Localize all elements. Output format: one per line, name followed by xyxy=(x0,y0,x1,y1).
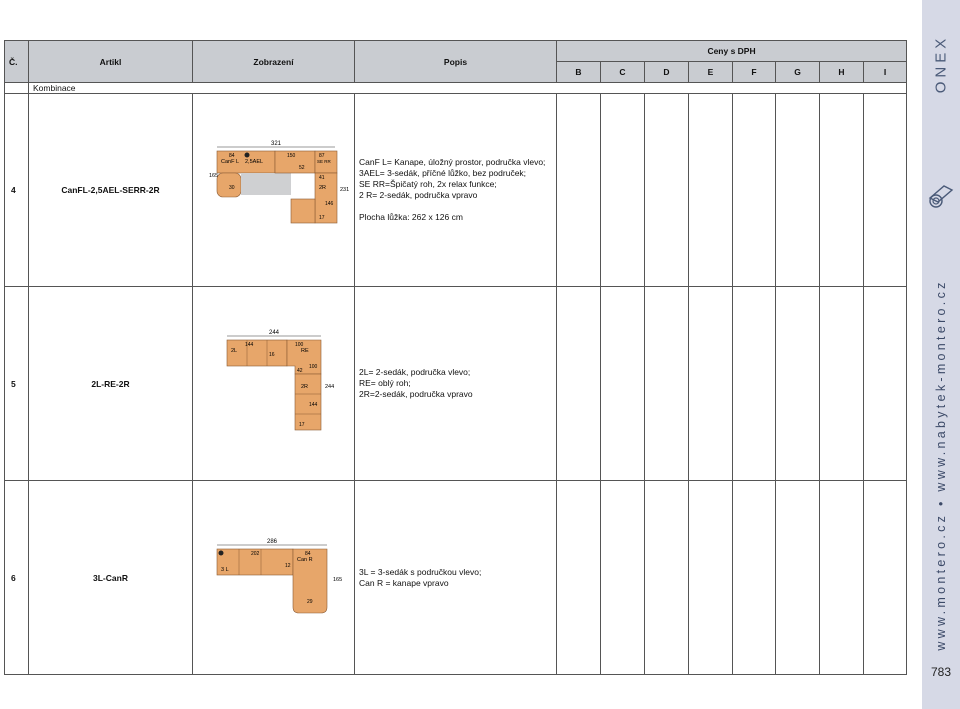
desc-line: 3L = 3-sedák s područkou vlevo; xyxy=(359,566,482,577)
desc-line: 2 R= 2-sedák, područka vpravo xyxy=(359,190,478,200)
module-label: 2R xyxy=(318,185,326,191)
price-cell xyxy=(601,287,645,481)
sofa-diagram-3l-canr xyxy=(199,537,349,617)
module-label: 3 L xyxy=(220,566,229,573)
price-cell xyxy=(557,481,601,675)
price-cell xyxy=(689,94,733,287)
module-label: 2,5AEL xyxy=(244,159,263,165)
price-cell xyxy=(733,94,776,287)
table-row xyxy=(5,287,907,481)
kombinace-label: Kombinace xyxy=(29,83,907,94)
dim-label: 84 xyxy=(304,550,311,557)
dim-label: 202 xyxy=(250,550,259,557)
header-popis: Popis xyxy=(355,41,557,83)
row-number: 5 xyxy=(5,287,29,481)
dim-label: 244 xyxy=(268,329,279,336)
desc-line: CanF L= Kanape, úložný prostor, područka vlevo; xyxy=(359,157,546,167)
row-drawing xyxy=(193,287,355,481)
header-artikl: Artikl xyxy=(29,41,193,83)
dim-label: 29 xyxy=(306,598,313,605)
module-label: 2L xyxy=(230,347,237,354)
table-row xyxy=(5,94,907,287)
row-artikl: 2L-RE-2R xyxy=(29,287,193,481)
module-label: RE xyxy=(300,347,309,354)
price-cell xyxy=(820,481,864,675)
dim-label: 84 xyxy=(228,153,235,159)
header-price-col: B xyxy=(557,62,601,83)
dim-label: 231 xyxy=(339,187,349,193)
table-row xyxy=(5,481,907,675)
row-drawing xyxy=(193,481,355,675)
module-label: CanF L xyxy=(220,159,239,165)
price-cell xyxy=(820,287,864,481)
row-number: 4 xyxy=(5,94,29,287)
brand-name: ONEX xyxy=(932,34,950,94)
price-cell xyxy=(557,287,601,481)
price-cell xyxy=(689,481,733,675)
dim-label: 12 xyxy=(284,562,291,569)
desc-bed-area: Plocha lůžka: 262 x 126 cm xyxy=(359,212,463,222)
price-cell xyxy=(820,94,864,287)
desc-line: 2R=2-sedák, područka vpravo xyxy=(359,389,473,399)
page-number: 783 xyxy=(930,665,952,679)
price-cell xyxy=(645,481,689,675)
header-ceny: Ceny s DPH xyxy=(557,41,907,62)
header-price-col: C xyxy=(601,62,645,83)
row-description xyxy=(355,481,557,675)
header-price-col: H xyxy=(820,62,864,83)
dim-label: 144 xyxy=(308,401,317,408)
header-price-col: E xyxy=(689,62,733,83)
price-cell xyxy=(776,94,820,287)
price-cell xyxy=(776,481,820,675)
price-cell xyxy=(733,481,776,675)
price-cell xyxy=(557,94,601,287)
sofa-diagram-2l-re-2r xyxy=(209,328,339,438)
dim-label: 17 xyxy=(318,215,325,221)
header-zobrazeni: Zobrazení xyxy=(193,41,355,83)
kombinace-spacer xyxy=(5,83,29,94)
row-artikl: 3L-CanR xyxy=(29,481,193,675)
dim-label: 16 xyxy=(268,351,275,358)
header-price-col: F xyxy=(733,62,776,83)
price-cell xyxy=(645,287,689,481)
dim-label: 100 xyxy=(294,341,303,348)
dim-label: 17 xyxy=(298,421,305,428)
dim-label: 165 xyxy=(332,576,342,583)
price-cell xyxy=(601,481,645,675)
dim-label: 144 xyxy=(244,341,253,348)
header-price-col: I xyxy=(864,62,907,83)
module-label: Can R xyxy=(296,556,313,563)
desc-line: RE= oblý roh; xyxy=(359,378,411,388)
price-cell xyxy=(776,287,820,481)
row-artikl: CanFL-2,5AEL-SERR-2R xyxy=(29,94,193,287)
price-cell xyxy=(733,287,776,481)
header-cislo: Č. xyxy=(5,41,29,83)
module-label: SE RR xyxy=(316,159,331,164)
dim-label: 30 xyxy=(228,185,235,191)
price-cell xyxy=(864,481,907,675)
dim-label: 286 xyxy=(266,538,277,545)
dim-label: 52 xyxy=(298,165,305,171)
price-cell xyxy=(645,94,689,287)
dim-label: 146 xyxy=(324,201,333,207)
dim-label: 100 xyxy=(308,363,317,370)
website-urls: www.montero.cz • www.nabytek-montero.cz xyxy=(934,279,948,651)
price-table xyxy=(4,40,907,675)
price-cell xyxy=(601,94,645,287)
desc-line: 2L= 2-sedák, područka vlevo; xyxy=(359,367,471,377)
row-number: 6 xyxy=(5,481,29,675)
header-price-col: G xyxy=(776,62,820,83)
row-description xyxy=(355,94,557,287)
price-cell xyxy=(689,287,733,481)
row-description xyxy=(355,287,557,481)
dim-label: 87 xyxy=(318,153,325,159)
sofa-roll-icon xyxy=(926,180,956,210)
dim-label: 150 xyxy=(286,153,295,159)
module-label: 2R xyxy=(300,383,308,390)
desc-line: Can R = kanape vpravo xyxy=(359,577,449,588)
dim-label: 321 xyxy=(270,141,281,147)
desc-line: SE RR=Špičatý roh, 2x relax funkce; xyxy=(359,179,497,189)
dim-label: 165 xyxy=(208,173,218,179)
dim-label: 244 xyxy=(324,383,334,390)
row-drawing xyxy=(193,94,355,287)
header-price-col: D xyxy=(645,62,689,83)
sofa-diagram-canfl xyxy=(199,139,349,239)
dim-label: 41 xyxy=(318,175,325,181)
desc-line: 3AEL= 3-sedák, příčné lůžko, bez područek; xyxy=(359,168,527,178)
price-cell xyxy=(864,94,907,287)
dim-label: 42 xyxy=(296,367,303,374)
price-cell xyxy=(864,287,907,481)
